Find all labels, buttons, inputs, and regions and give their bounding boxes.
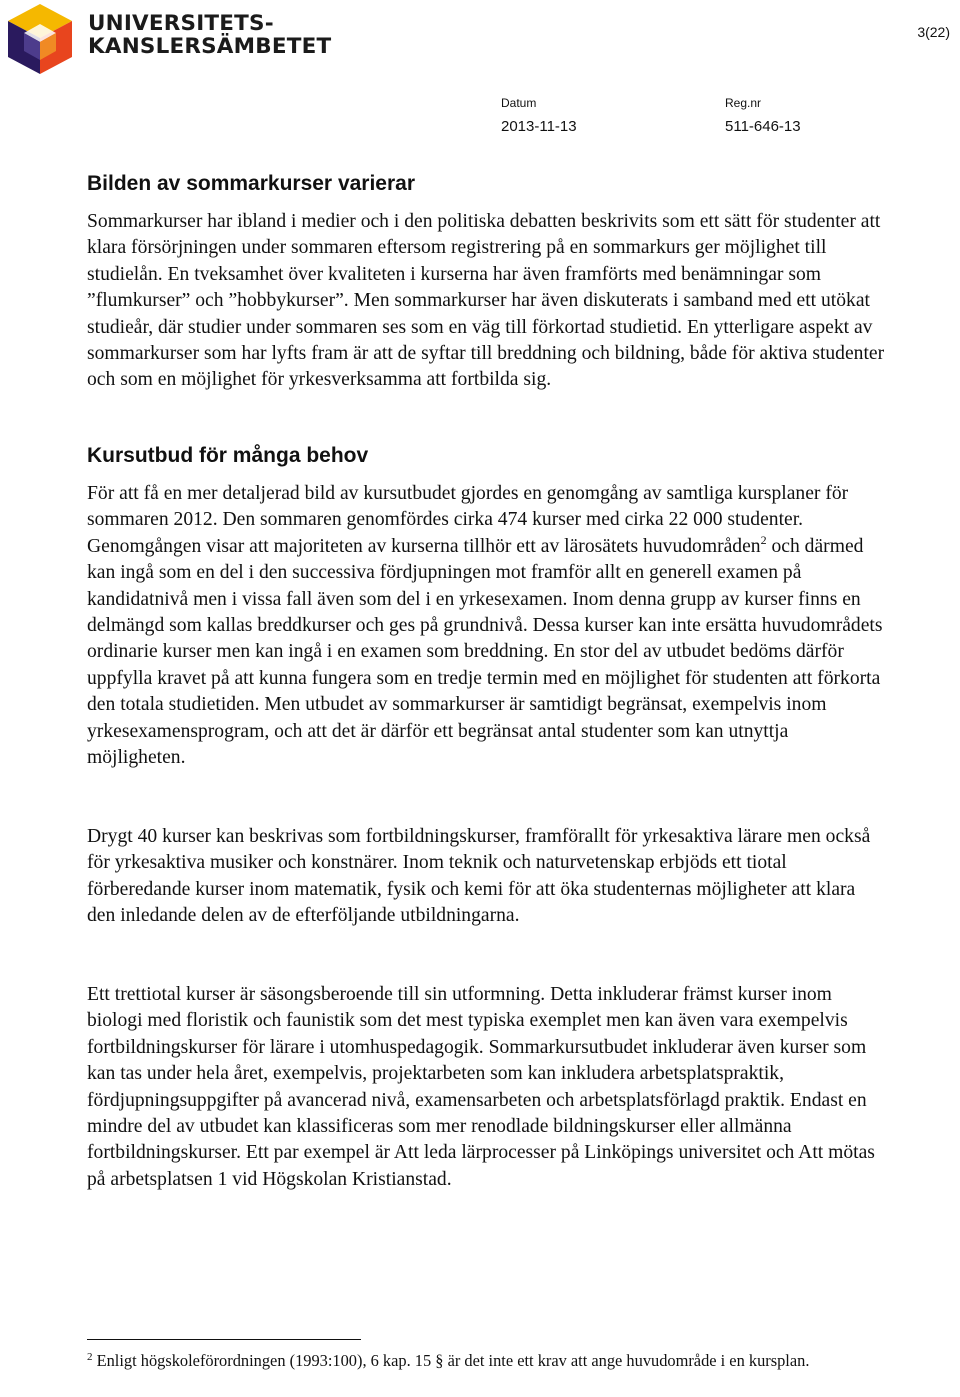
date-value: 2013-11-13 [501, 118, 577, 135]
date-block [501, 96, 577, 135]
section2-paragraph-2: Drygt 40 kurser kan beskrivas som fortbildningskurser, framförallt för yrkesaktiva lärare men också för yrkesaktiva musiker och konstnärer. Inom teknik och naturvetenskap erbjöds ett tiotal förberedande kurser inom matematik, fysik och kemi för att öka studenternas möjligheter att klara den inledande delen av de efterföljande utbildningarna. [87, 826, 871, 927]
section-heading-1: Bilden av sommarkurser varierar [87, 172, 416, 195]
org-name-line2: KANSLERSÄMBETET [88, 34, 332, 59]
cube-logo-icon [6, 2, 74, 76]
footnote-number: 2 [87, 1351, 93, 1363]
paragraph-text: För att få en mer detaljerad bild av kursutbudet gjordes en genomgång av samtliga kursplaner för sommaren 2012. Den sommaren genomfördes cirka 474 kurser med cirka 22 000 studenter. Genomgången visar att majoriteten av kurserna tillhör ett av lärosätets huvudområden [87, 483, 849, 557]
page-number: 3(22) [917, 24, 950, 40]
paragraph-text: och därmed kan ingå som en del i den successiva fördjupningen mot framför allt en generell examen på kandidatnivå men i vissa fall även som del i en yrkesexamen. Inom denna grupp av kurser finns en delmängd som kallas breddkurser och ges på grundnivå. Dessa kurser kan inte ersätta huvudområdets ordinarie kurser men kan ingå i en examen som breddning. En stor del av utbudet bedöms därför uppfylla kravet på att kunna fungera som en tredje termin med en möjlighet för studenten att förkorta den totala studietiden. Men utbudet av sommarkurser är samtidigt begränsat, exempelvis inom yrkesexamensprogram, och att det är därför ett begränsat antal studenter som kan utnyttja möjligheten. [87, 535, 883, 769]
reg-value: 511-646-13 [725, 118, 801, 135]
reg-block [725, 96, 801, 135]
date-label: Datum [501, 96, 537, 110]
section2-paragraph-1 [87, 481, 887, 771]
organization-name [88, 12, 331, 58]
footnote [87, 1350, 897, 1372]
footnote-text: Enligt högskoleförordningen (1993:100), 6 kap. 15 § är det inte ett krav att ange huvudområde i en kursplan. [92, 1351, 810, 1370]
section2-paragraph-3: Ett trettiotal kurser är säsongsberoende till sin utformning. Detta inkluderar främst kurser inom biologi med floristik och faunistik som det mest typiska exemplet men kan även vara exempelvis fortbildningskurser för lärare i utomhuspedagogik. Sommarkursutbudet inkluderar även kurser som kan tas under hela året, exempelvis, projektarbeten som kan inkludera arbetsplatspraktik, fördjupningsuppgifter på avancerad nivå, examensarbeten och arbetsplatsförlagd praktik. Endast en mindre del av utbudet kan klassificeras som mer renodlade bildningskurser eller allmänna fortbildningskurser. Ett par exempel är Att leda lärprocesser på Linköpings universitet och Att mötas på arbetsplatsen 1 vid Högskolan Kristianstad. [87, 984, 875, 1190]
org-name-line1: UNIVERSITETS- [88, 11, 274, 36]
section-heading-2: Kursutbud för många behov [87, 444, 369, 467]
section1-paragraph: Sommarkurser har ibland i medier och i den politiska debatten beskrivits som ett sätt för studenter att klara försörjningen under sommaren eftersom registrering på en sommarkurs ger möjlighet till studielån. En tveksamhet över kvaliteten i kurserna har även framförts med benämningar som ”flumkurser” och ”hobbykurser”. Men sommarkurser har även diskuterats i samband med ett utökat studieår, där studier under sommaren ses som en väg till förkortad studietid. En ytterligare aspekt av sommarkurser som har lyfts fram är att de syftar till breddning och bildning, både för aktiva studenter och som en möjlighet för yrkesverksamma att fortbilda sig. [87, 211, 885, 391]
footnote-reference[interactable]: 2 [760, 532, 767, 547]
footnote-divider [87, 1339, 361, 1340]
reg-label: Reg.nr [725, 96, 762, 110]
